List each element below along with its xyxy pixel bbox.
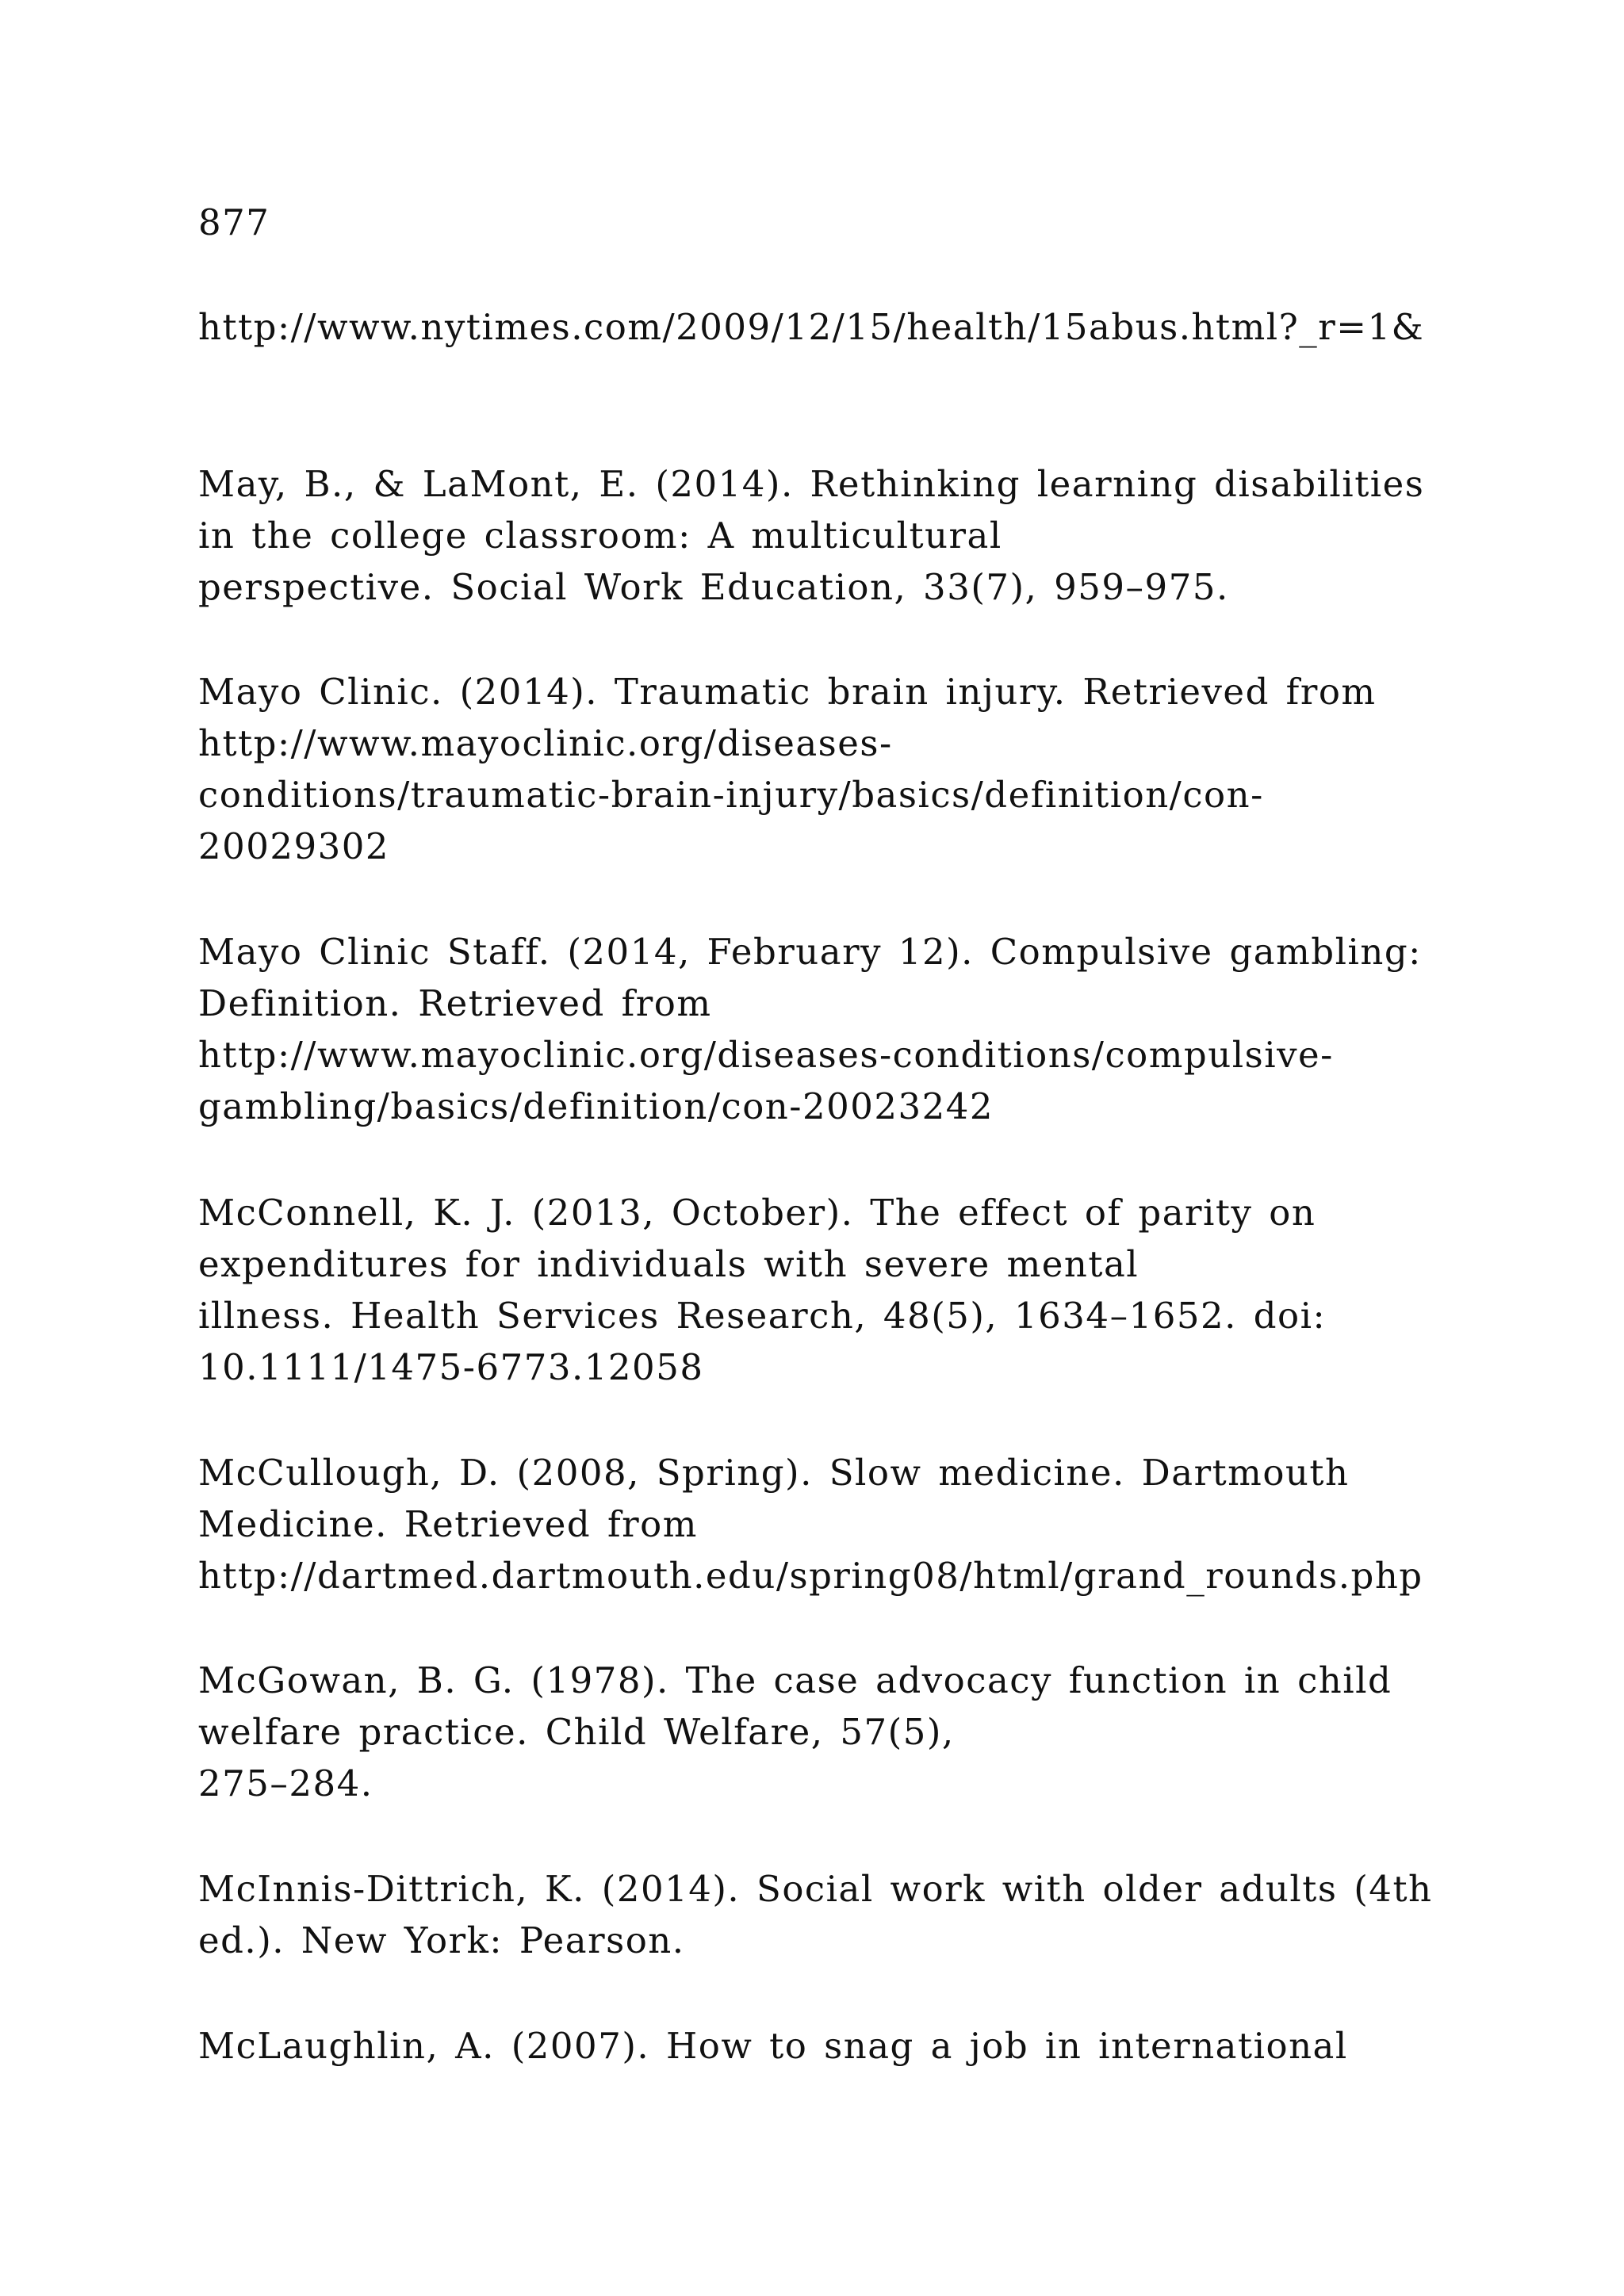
reference-mcinnis-dittrich-2014: McInnis-Dittrich, K. (2014). Social work with older adults (4th ed.). New York: Pearson. (198, 1868, 1433, 1961)
reference-may-lamont-2014: May, B., & LaMont, E. (2014). Rethinking learning disabilities in the college classroom: A multicultural perspective. Social Work Education, 33(7), 959–975. (198, 463, 1425, 608)
reference-mccullough-2008: McCullough, D. (2008, Spring). Slow medicine. Dartmouth Medicine. Retrieved from http://dartmed.dartmouth.edu/spring08/html/grand_rounds.php (198, 1452, 1423, 1597)
reference-mcconnell-2013: McConnell, K. J. (2013, October). The effect of parity on expenditures for individuals with severe mental illness. Health Services Research, 48(5), 1634–1652. doi: 10.1111/1475-6773.12058 (198, 1192, 1327, 1388)
reference-mcgowan-1978: McGowan, B. G. (1978). The case advocacy function in child welfare practice. Child Welfare, 57(5), 275–284. (198, 1659, 1392, 1804)
continued-reference-url: http://www.nytimes.com/2009/12/15/health/15abus.html?_r=1& (198, 306, 1425, 348)
reference-mclaughlin-2007: McLaughlin, A. (2007). How to snag a job in international (198, 2025, 1348, 2067)
reference-mayo-clinic-2014: Mayo Clinic. (2014). Traumatic brain injury. Retrieved from http://www.mayoclinic.org/diseases- conditions/traumatic-brain-injury/basics/definition/con- 20029302 (198, 671, 1377, 867)
reference-mayo-clinic-staff-2014: Mayo Clinic Staff. (2014, February 12). Compulsive gambling: Definition. Retrieved from http://www.mayoclinic.org/diseases-conditions/compulsive- gambling/basics/definition/con-20023242 (198, 931, 1422, 1127)
page-number: 877 (198, 201, 270, 243)
